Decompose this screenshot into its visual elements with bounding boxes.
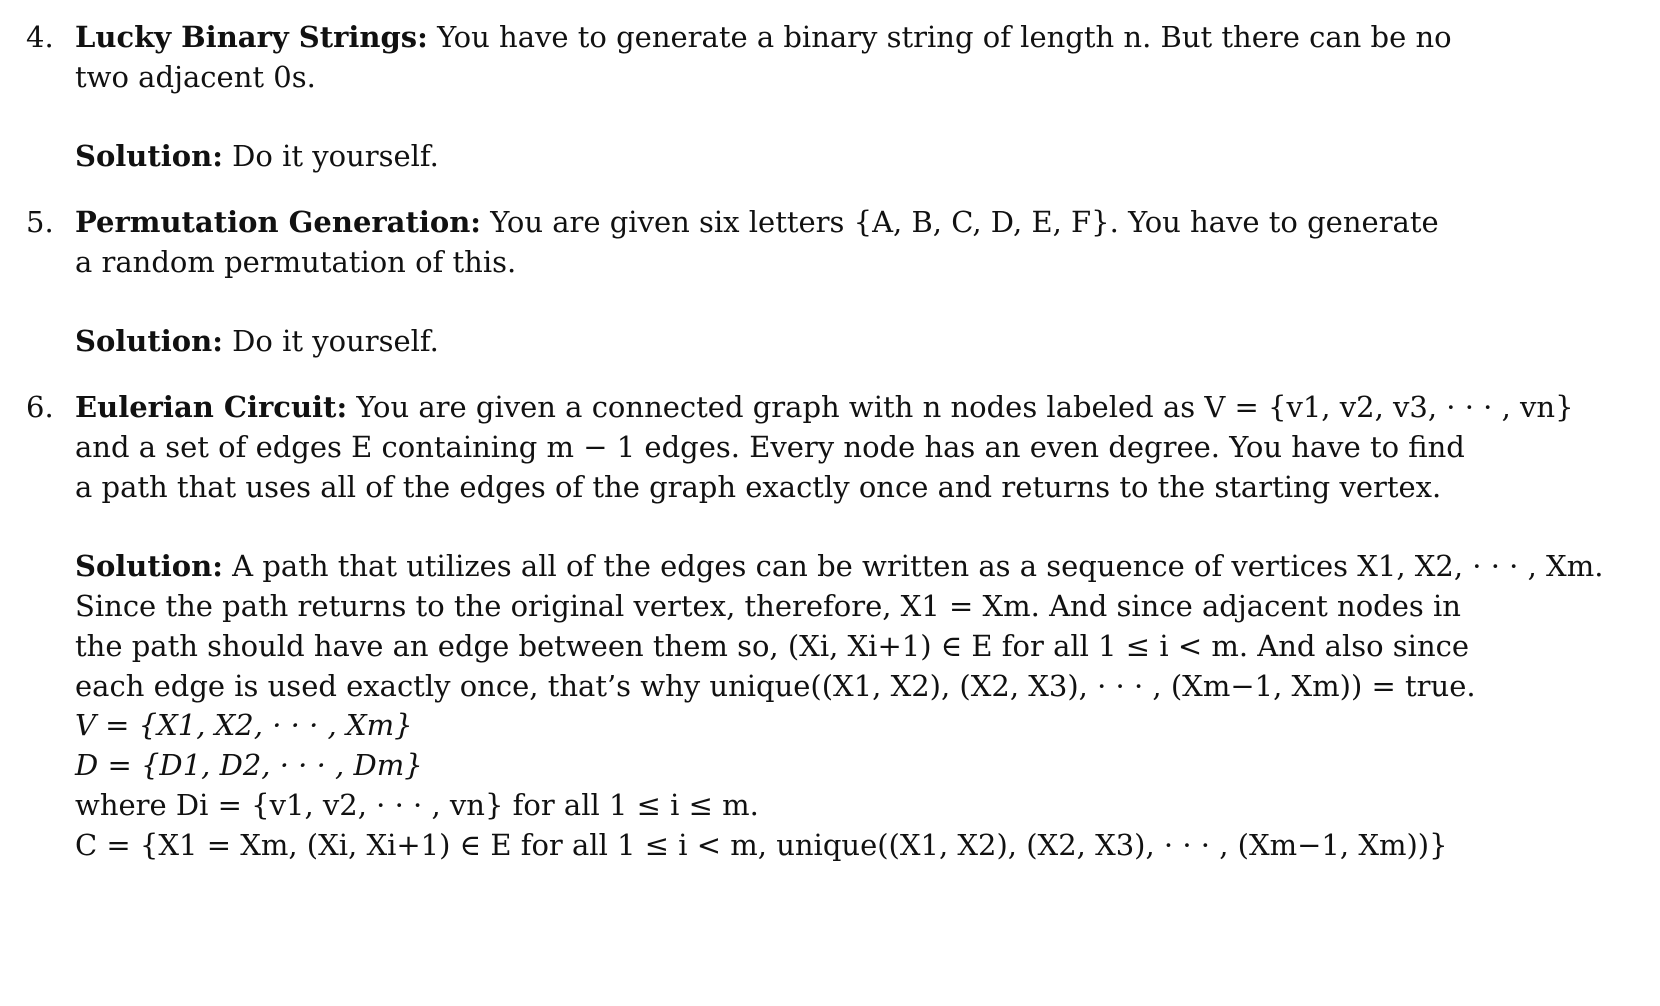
solution-line <box>75 320 439 362</box>
problem-statement-line-1 <box>75 16 1452 58</box>
solution-line-3: the path should have an edge between them so, (Xi, Xi+1) ∈ E for all 1 ≤ i < m. And also since <box>75 629 1470 663</box>
problem-statement-line-2: two adjacent 0s. <box>75 60 316 94</box>
problem-number: 6. <box>26 390 54 424</box>
constraint-definition: C = {X1 = Xm, (Xi, Xi+1) ∈ E for all 1 ≤ i < m, unique((X1, X2), (X2, X3), · · · , (Xm−1, Xm))} <box>75 828 1448 862</box>
solution-line-1 <box>75 545 1603 587</box>
solution-label: Solution: <box>75 549 223 583</box>
problem-statement-line-1 <box>75 201 1439 243</box>
statement-text: You have to generate a binary string of length n. But there can be no <box>437 20 1452 54</box>
problem-statement-line-2: a random permutation of this. <box>75 245 517 279</box>
problem-title: Lucky Binary Strings: <box>75 20 428 54</box>
solution-label: Solution: <box>75 139 223 173</box>
problem-statement-line-2: and a set of edges E containing m − 1 edges. Every node has an even degree. You have to find <box>75 430 1465 464</box>
solution-label: Solution: <box>75 324 223 358</box>
solution-text: A path that utilizes all of the edges can be written as a sequence of vertices X1, X2, · · · , Xm. <box>232 549 1604 583</box>
solution-text: Do it yourself. <box>232 324 439 358</box>
problem-title: Permutation Generation: <box>75 205 482 239</box>
statement-text: You are given a connected graph with n nodes labeled as V = {v1, v2, v3, · · · , vn} <box>356 390 1574 424</box>
problem-title: Eulerian Circuit: <box>75 390 348 424</box>
problem-number: 5. <box>26 205 54 239</box>
problem-statement-line-1 <box>75 386 1574 428</box>
problem-number: 4. <box>26 20 54 54</box>
solution-line-4: each edge is used exactly once, that’s why unique((X1, X2), (X2, X3), · · · , (Xm−1, Xm)) = true. <box>75 669 1476 703</box>
set-v-definition: V = {X1, X2, · · · , Xm} <box>75 708 413 742</box>
statement-text: You are given six letters {A, B, C, D, E, F}. You have to generate <box>490 205 1439 239</box>
solution-text: Do it yourself. <box>232 139 439 173</box>
set-d-definition: D = {D1, D2, · · · , Dm} <box>75 748 423 782</box>
problem-statement-line-3: a path that uses all of the edges of the graph exactly once and returns to the starting vertex. <box>75 470 1442 504</box>
solution-line-2: Since the path returns to the original vertex, therefore, X1 = Xm. And since adjacent nodes in <box>75 589 1461 623</box>
domain-definition: where Di = {v1, v2, · · · , vn} for all 1 ≤ i ≤ m. <box>75 788 759 822</box>
solution-line <box>75 135 439 177</box>
